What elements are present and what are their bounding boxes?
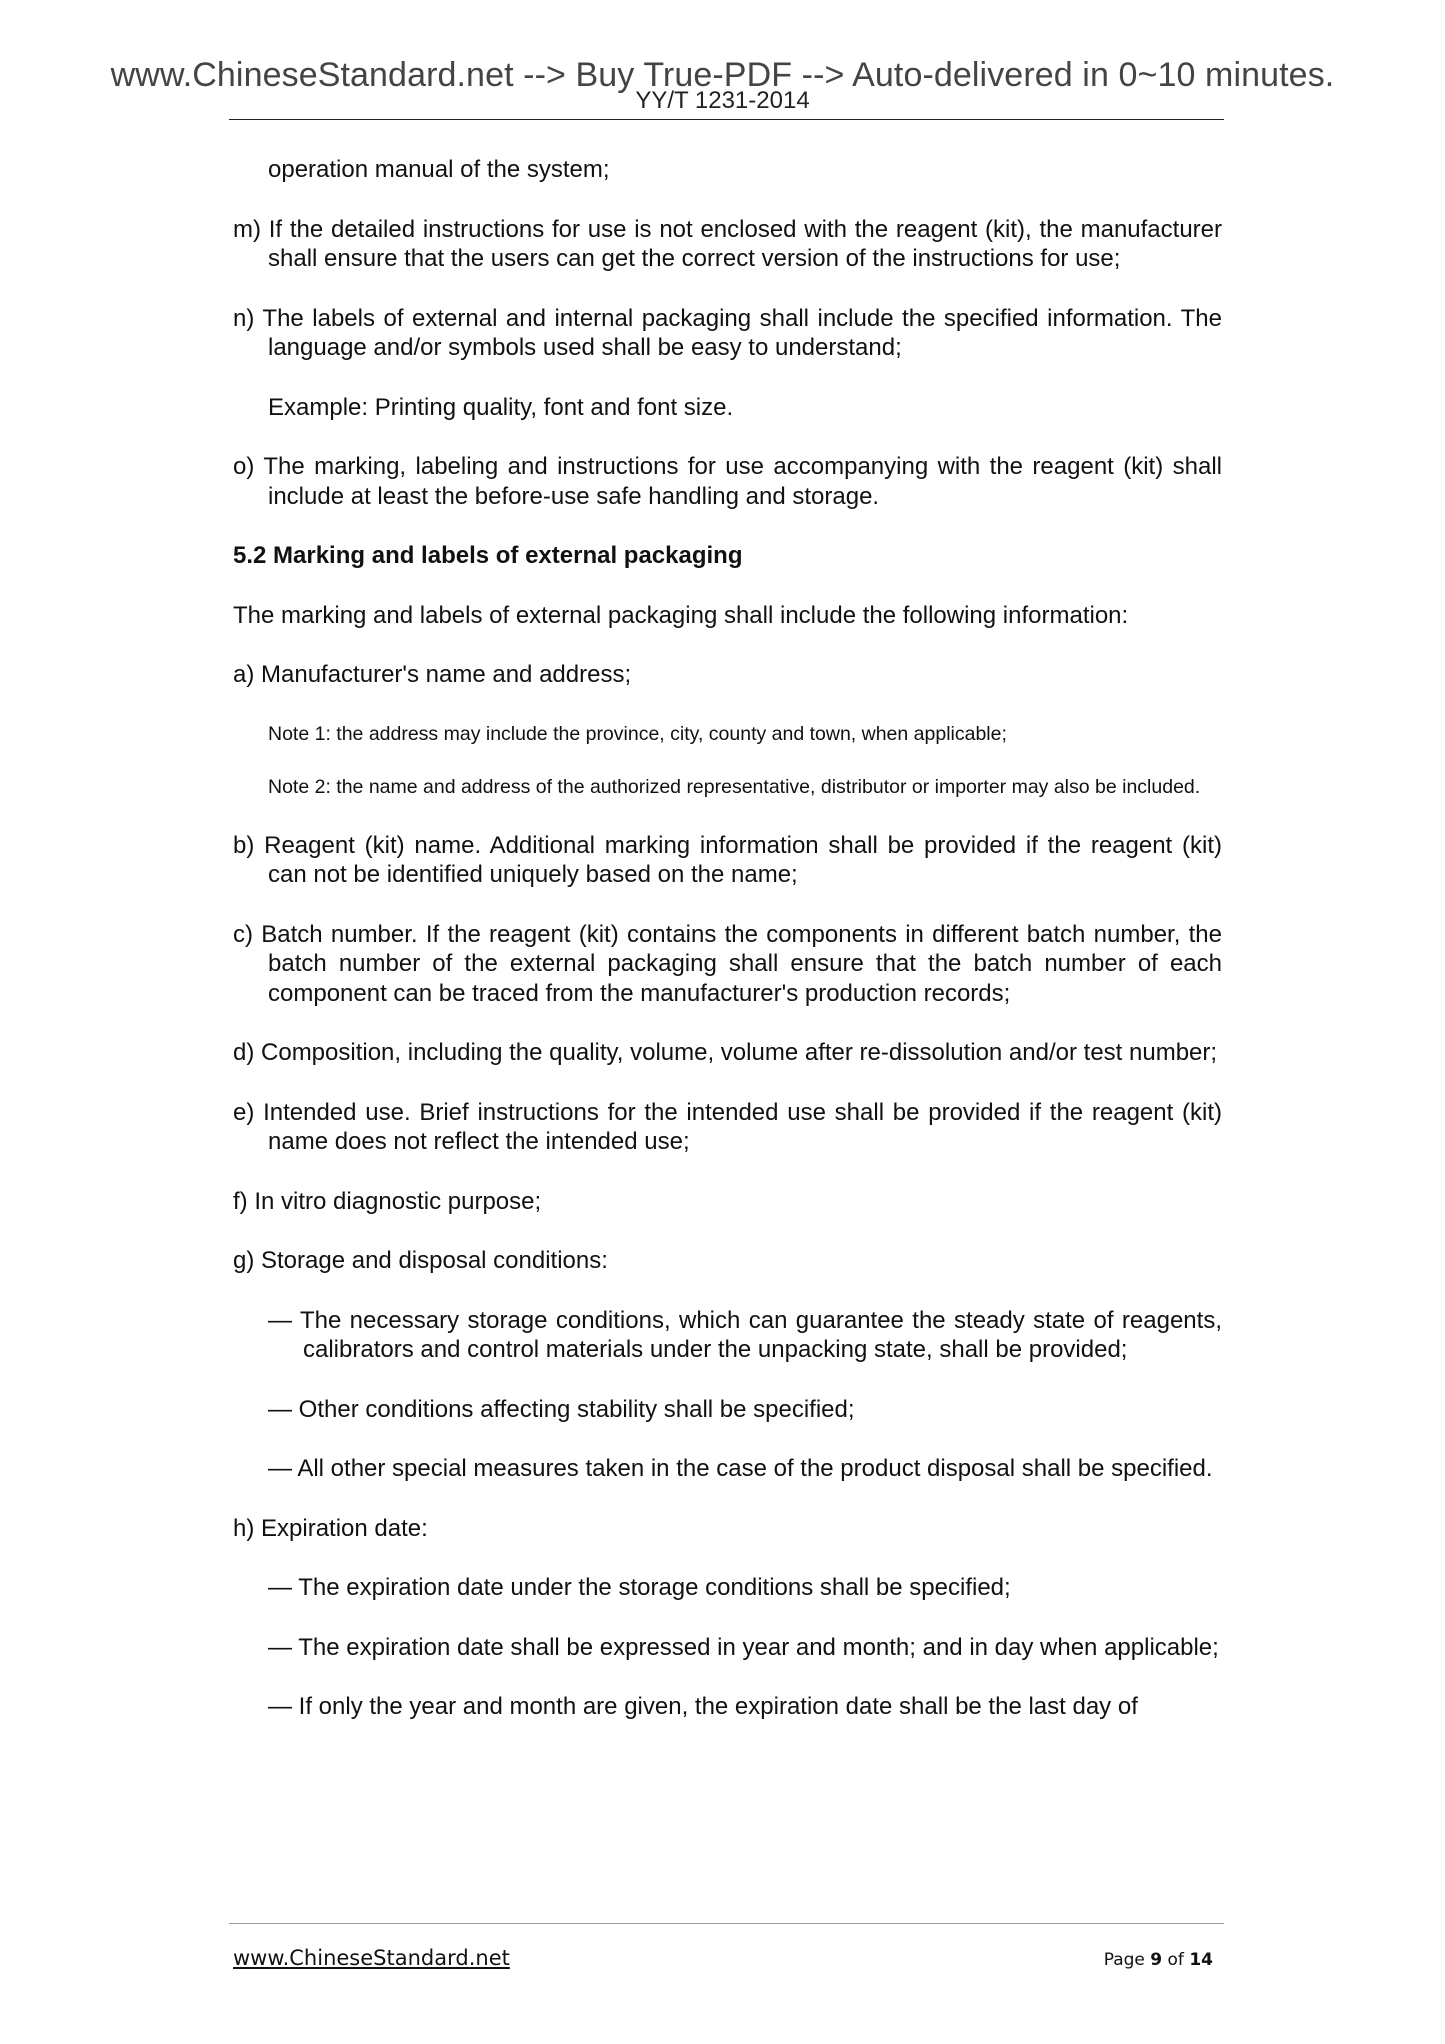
list-item-e: e) Intended use. Brief instructions for the intended use shall be provided if the reagent (kit) name does not reflect the intended use;	[233, 1098, 1222, 1155]
page-current: 9	[1150, 1950, 1163, 1970]
section-intro: The marking and labels of external packaging shall include the following information:	[233, 601, 1129, 629]
promo-banner-link[interactable]: www.ChineseStandard.net --> Buy True-PDF --> Auto-delivered in 0~10 minutes.	[110, 56, 1335, 94]
list-item-d: d) Composition, including the quality, volume, volume after re-dissolution and/or test number;	[233, 1039, 1218, 1066]
clause-o: o) The marking, labeling and instructions for use accompanying with the reagent (kit) shall include at least the before-use safe handling and storage.	[233, 453, 1222, 510]
list-item-h: h) Expiration date:	[233, 1514, 428, 1542]
list-item-a: a) Manufacturer's name and address;	[233, 661, 632, 688]
clause-n-example: Example: Printing quality, font and font size.	[268, 393, 734, 421]
list-item-f: f) In vitro diagnostic purpose;	[233, 1187, 542, 1215]
footer-website-link[interactable]: www.ChineseStandard.net	[233, 1946, 510, 1970]
list-item-g-dash-3: — All other special measures taken in the case of the product disposal shall be specified.	[268, 1455, 1213, 1482]
page-of: of	[1167, 1950, 1184, 1970]
list-item-h-dash-3: — If only the year and month are given, the expiration date shall be the last day of	[268, 1693, 1138, 1720]
clause-l-continuation: operation manual of the system;	[268, 156, 610, 183]
note-2: Note 2: the name and address of the authorized representative, distributor or importer may also be included.	[268, 775, 1201, 798]
list-item-c: c) Batch number. If the reagent (kit) contains the components in different batch number, the batch number of the external packaging shall ensure that the batch number of each component can be traced from the manufacturer's production records;	[233, 920, 1222, 1007]
list-item-h-dash-2: — The expiration date shall be expressed in year and month; and in day when applicable;	[268, 1633, 1219, 1661]
list-item-b: b) Reagent (kit) name. Additional marking information shall be provided if the reagent (kit) can not be identified uniquely based on the name;	[233, 831, 1222, 888]
header-divider	[229, 119, 1224, 120]
list-item-h-dash-1: — The expiration date under the storage conditions shall be specified;	[268, 1574, 1011, 1601]
document-code: YY/T 1231-2014	[635, 87, 810, 114]
section-heading-5-2: 5.2 Marking and labels of external packaging	[233, 542, 743, 569]
document-body	[233, 155, 1222, 1722]
clause-m: m) If the detailed instructions for use is not enclosed with the reagent (kit), the manufacturer shall ensure that the users can get the correct version of the instructions for use;	[233, 215, 1222, 272]
page-number	[1104, 1950, 1213, 1970]
footer-divider	[229, 1923, 1224, 1924]
list-item-g: g) Storage and disposal conditions:	[233, 1247, 608, 1274]
list-item-g-dash-1: — The necessary storage conditions, which can guarantee the steady state of reagents, calibrators and control materials under the unpacking state, shall be provided;	[268, 1306, 1222, 1363]
note-1: Note 1: the address may include the province, city, county and town, when applicable;	[268, 722, 1007, 745]
page-label: Page	[1103, 1950, 1145, 1970]
page-total: 14	[1189, 1950, 1213, 1970]
clause-n: n) The labels of external and internal packaging shall include the specified information. The language and/or symbols used shall be easy to understand;	[233, 304, 1222, 361]
list-item-g-dash-2: — Other conditions affecting stability shall be specified;	[268, 1395, 855, 1423]
